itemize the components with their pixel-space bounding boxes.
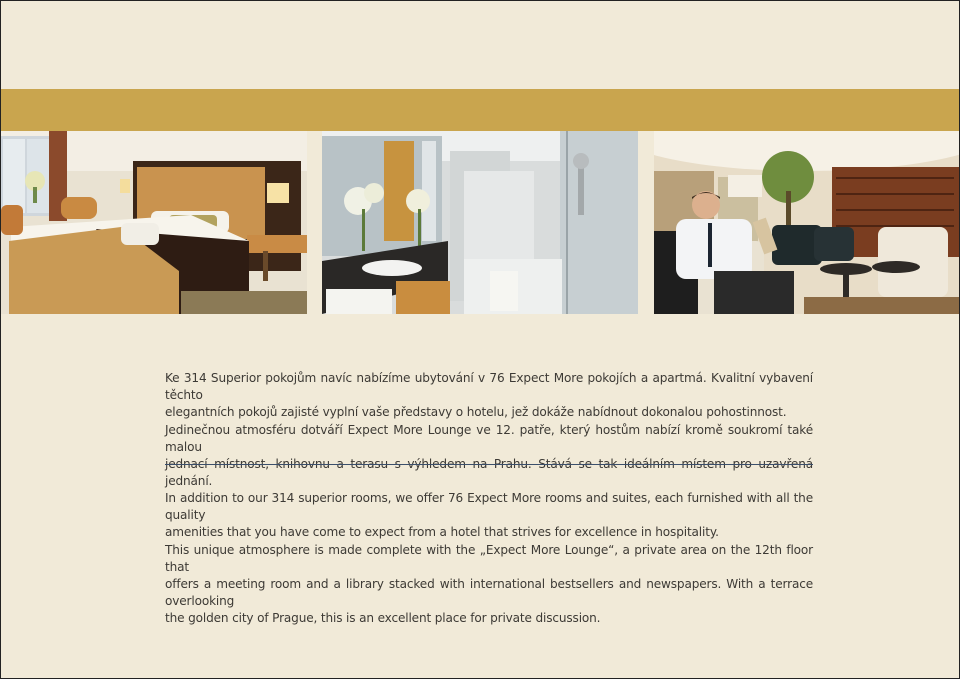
english-line: the golden city of Prague, this is an excellent place for private discussion. — [165, 611, 601, 626]
czech-description — [165, 370, 813, 490]
czech-line: Ke 314 Superior pokojům navíc nabízíme ubytování v 76 Expect More pokojích a apartmá. Kvalitní vybavení těchto — [165, 371, 813, 403]
english-line: offers a meeting room and a library stacked with international bestsellers and newspapers. With a terrace overlooking — [165, 577, 813, 609]
czech-line: Jedinečnou atmosféru dotváří Expect More Lounge ve 12. patře, který hostům nabízí kromě soukromí také malou — [165, 422, 813, 454]
lounge-photo — [654, 131, 959, 314]
bedroom-photo — [1, 131, 307, 314]
english-line: In addition to our 314 superior rooms, we offer 76 Expect More rooms and suites, each furnished with all the quality — [165, 491, 813, 523]
czech-line: jednací místnost, knihovnu a terasu s výhledem na Prahu. Stává se tak ideálním místem pro uzavřená jednání. — [165, 457, 813, 489]
english-description — [165, 490, 813, 628]
english-line: This unique atmosphere is made complete with the „Expect More Lounge“, a private area on the 12th floor that — [165, 542, 813, 574]
bathroom-photo — [322, 131, 638, 314]
section-divider — [165, 464, 813, 465]
english-line: amenities that you have come to expect from a hotel that strives for excellence in hospitality. — [165, 525, 719, 540]
czech-line: elegantních pokojů zajisté vyplní vaše představy o hotelu, jež dokáže nabídnout dokonalou pohostinnost. — [165, 405, 787, 420]
gold-header-band — [1, 89, 959, 131]
